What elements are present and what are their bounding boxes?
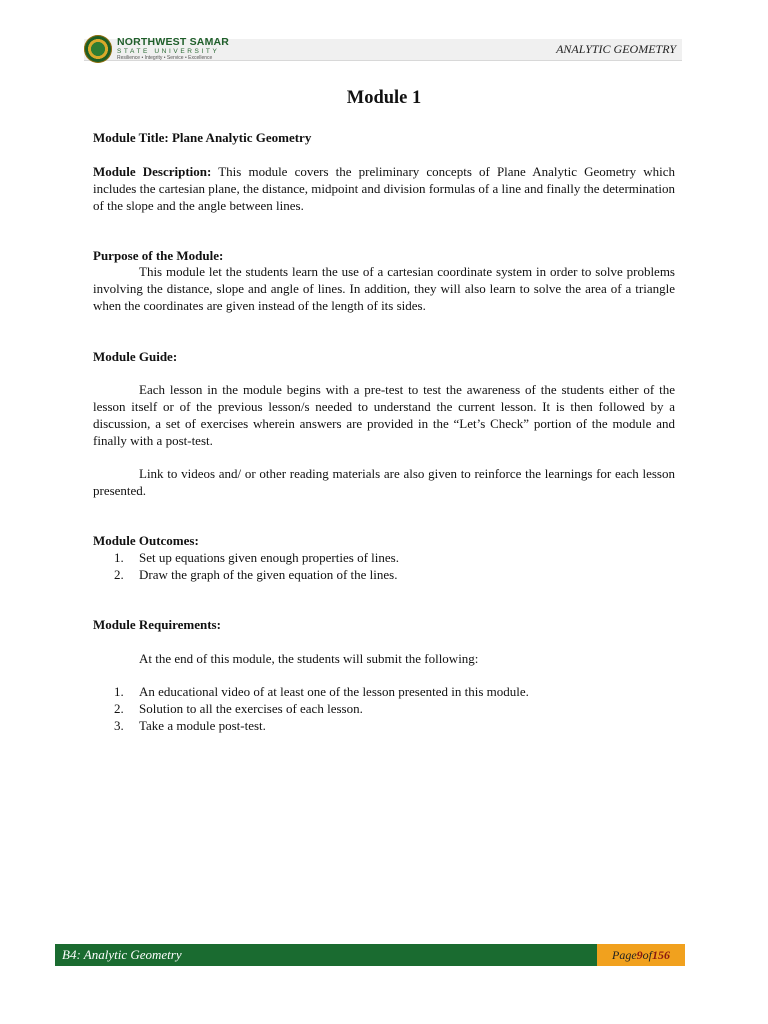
requirements-list: [93, 683, 675, 734]
list-number: 1.: [114, 684, 124, 699]
list-item: [93, 700, 675, 717]
purpose-heading: Purpose of the Module:: [93, 248, 224, 263]
outcomes-list: [93, 549, 675, 583]
university-logo: [84, 33, 244, 65]
logo-name: NORTHWEST SAMAR: [117, 36, 230, 48]
guide-paragraph-2: Link to videos and/ or other reading materials are also given to reinforce the learnings for each lesson presented.: [93, 466, 675, 498]
running-title: ANALYTIC GEOMETRY: [556, 42, 676, 56]
module-title: Module Title: Plane Analytic Geometry: [93, 130, 312, 145]
page-title: Module 1: [346, 88, 422, 108]
list-number: 2.: [114, 701, 124, 716]
page-current: 9: [636, 947, 643, 962]
logo-text: [117, 37, 229, 61]
list-text: Set up equations given enough properties of lines.: [139, 550, 399, 565]
list-item: [93, 549, 675, 566]
description-text: This module covers the preliminary concepts of Plane Analytic Geometry which includes the cartesian plane, the distance, midpoint and division formulas of a line and finally the determination of the slope and the angle between lines.: [93, 164, 675, 213]
list-item: [93, 717, 675, 734]
list-item: [93, 566, 675, 583]
list-text: An educational video of at least one of the lesson presented in this module.: [139, 684, 529, 699]
list-number: 3.: [114, 718, 124, 733]
description-label: Module Description:: [93, 164, 212, 179]
page-indicator: [597, 944, 685, 966]
list-item: [93, 683, 675, 700]
logo-motto: Resilience • Integrity • Service • Excellence: [117, 55, 213, 61]
outcomes-heading: Module Outcomes:: [93, 533, 199, 548]
logo-subtitle: STATE UNIVERSITY: [117, 47, 220, 55]
requirements-heading: Module Requirements:: [93, 617, 221, 632]
list-text: Take a module post-test.: [139, 718, 266, 733]
page-word: Page: [612, 947, 637, 962]
list-text: Draw the graph of the given equation of the lines.: [139, 567, 398, 582]
footer-course: B4: Analytic Geometry: [62, 947, 182, 962]
page-total: 156: [652, 947, 670, 962]
guide-paragraph-1: Each lesson in the module begins with a pre-test to test the awareness of the students either of the lesson itself or of the previous lesson/s needed to understand the current lesson. It is then followed by a discussion, a set of exercises wherein answers are provided in the “Let’s Check” portion of the module and finally with a post-test.: [93, 382, 675, 448]
university-seal-icon: [84, 35, 112, 63]
module-description: [93, 163, 675, 214]
list-text: Solution to all the exercises of each lesson.: [139, 701, 363, 716]
guide-heading: Module Guide:: [93, 349, 178, 364]
purpose-text: This module let the students learn the use of a cartesian coordinate system in order to solve problems involving the distance, slope and angle of lines. In addition, they will also learn to solve the area of a triangle when the coordinates are given instead of the length of its sides.: [93, 264, 675, 313]
requirements-intro: At the end of this module, the students will submit the following:: [139, 651, 479, 666]
list-number: 1.: [114, 550, 124, 565]
list-number: 2.: [114, 567, 124, 582]
page-of: of: [642, 947, 652, 962]
